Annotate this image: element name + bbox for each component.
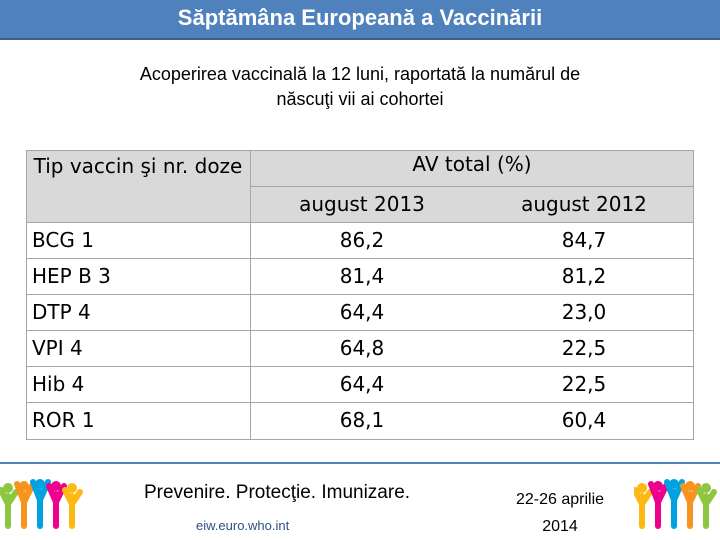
subtitle-line-1: Acoperirea vaccinală la 12 luni, raportată la numărul de xyxy=(139,64,581,84)
grid-line xyxy=(26,330,694,331)
coverage-table xyxy=(26,150,694,440)
column-header-group: AV total (%) xyxy=(412,152,532,176)
column-header-aug-2013: august 2013 xyxy=(299,192,425,216)
grid-line xyxy=(250,186,694,187)
campaign-slogan: Prevenire. Protecţie. Imunizare. xyxy=(143,482,411,503)
vaccine-name: VPI 4 xyxy=(32,336,83,360)
coverage-2013: 68,1 xyxy=(339,408,385,432)
grid-line xyxy=(26,150,694,151)
title-banner xyxy=(0,0,720,40)
grid-line xyxy=(26,258,694,259)
slide-subtitle xyxy=(20,62,700,112)
grid-line xyxy=(26,402,694,403)
vaccine-name: Hib 4 xyxy=(32,372,85,396)
footer-divider xyxy=(0,462,720,464)
people-group-right-icon xyxy=(634,466,720,540)
coverage-2012: 60,4 xyxy=(561,408,607,432)
grid-line xyxy=(26,294,694,295)
vaccine-name: HEP B 3 xyxy=(32,264,111,288)
column-header-vaccine: Tip vaccin şi nr. doze xyxy=(33,154,243,178)
vaccine-name: ROR 1 xyxy=(32,408,95,432)
grid-line xyxy=(26,150,27,440)
page-title: Săptămâna Europeană a Vaccinării xyxy=(177,5,543,30)
coverage-2013: 81,4 xyxy=(339,264,385,288)
coverage-2013: 64,4 xyxy=(339,300,385,324)
vaccine-name: DTP 4 xyxy=(32,300,91,324)
grid-line xyxy=(26,439,694,440)
coverage-2013: 64,4 xyxy=(339,372,385,396)
event-dates-year: 2014 xyxy=(542,518,578,535)
coverage-2012: 22,5 xyxy=(561,372,607,396)
grid-line xyxy=(26,366,694,367)
event-dates xyxy=(490,486,630,540)
grid-line xyxy=(26,222,694,223)
coverage-2012: 23,0 xyxy=(561,300,607,324)
people-group-left-icon xyxy=(0,466,86,540)
coverage-2013: 64,8 xyxy=(339,336,385,360)
subtitle-line-2: născuţi vii ai cohortei xyxy=(276,89,444,109)
column-header-aug-2012: august 2012 xyxy=(521,192,647,216)
coverage-2012: 81,2 xyxy=(561,264,607,288)
vaccine-name: BCG 1 xyxy=(32,228,94,252)
coverage-2013: 86,2 xyxy=(339,228,385,252)
coverage-2012: 84,7 xyxy=(561,228,607,252)
website-link[interactable]: eiw.euro.who.int xyxy=(196,518,290,533)
event-dates-range: 22-26 aprilie xyxy=(515,491,605,508)
coverage-2012: 22,5 xyxy=(561,336,607,360)
